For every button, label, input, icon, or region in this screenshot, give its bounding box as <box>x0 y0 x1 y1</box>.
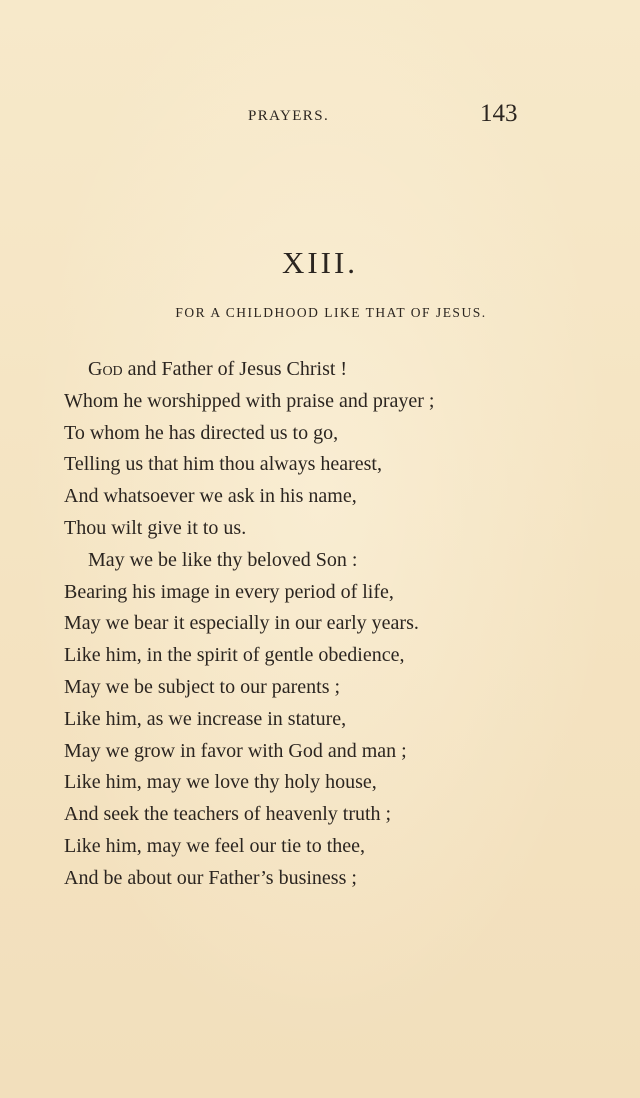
running-head: PRAYERS. <box>248 108 330 124</box>
initial-word: God <box>88 358 123 380</box>
poem-line: And seek the teachers of heavenly truth ; <box>64 803 392 826</box>
poem-line: And whatsoever we ask in his name, <box>64 485 357 508</box>
section-number: XIII. <box>281 245 359 280</box>
poem-line: Bearing his image in every period of life, <box>64 580 394 603</box>
poem-line: To whom he has directed us to go, <box>64 421 339 444</box>
poem-line: And be about our Father’s business ; <box>64 866 357 889</box>
poem-line: Whom he worshipped with praise and prayer ; <box>64 389 435 412</box>
poem-line: Like him, may we feel our tie to thee, <box>64 834 366 857</box>
section-title: FOR A CHILDHOOD LIKE THAT OF JESUS. <box>175 305 487 320</box>
first-line-rest: and Father of Jesus Christ ! <box>122 358 348 380</box>
poem-line: May we bear it especially in our early years. <box>64 612 419 635</box>
poem-line <box>64 354 504 386</box>
poem-line: Thou wilt give it to us. <box>64 516 247 539</box>
poem-line: May we be like thy beloved Son : <box>88 548 358 571</box>
poem-line: May we be subject to our parents ; <box>64 675 341 698</box>
poem-line: Like him, as we increase in stature, <box>64 707 347 730</box>
poem-line: May we grow in favor with God and man ; <box>64 739 407 762</box>
page-number: 143 <box>480 100 518 127</box>
poem-line: Telling us that him thou always hearest, <box>64 453 382 476</box>
poem-line: Like him, in the spirit of gentle obedience, <box>64 644 405 667</box>
poem-line: Like him, may we love thy holy house, <box>64 771 377 794</box>
prayer-text <box>64 354 504 895</box>
